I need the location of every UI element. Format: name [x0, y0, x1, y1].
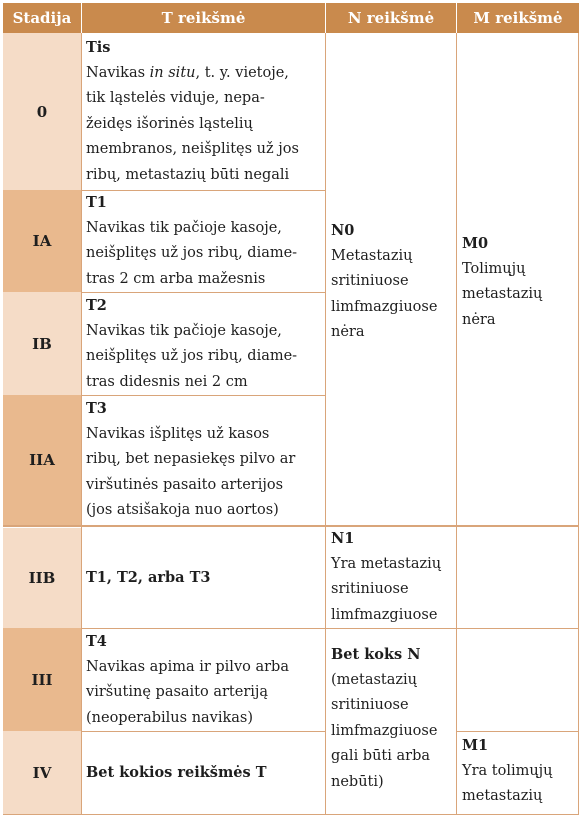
m-cell-m1 [462, 733, 576, 810]
n-code: N0 [331, 222, 355, 239]
divider [3, 525, 579, 527]
m-description-line: metastazių [462, 788, 543, 804]
t-description-line: (neoperabilus navikas) [86, 709, 254, 726]
divider [3, 814, 579, 815]
m-cell-m0 [462, 231, 576, 333]
divider [456, 33, 457, 815]
divider [81, 33, 82, 815]
t-description-line: neišplitęs už jos ribų, diame- [86, 348, 298, 364]
n-description-line: limfmazgiuose [331, 722, 438, 739]
divider [578, 33, 579, 815]
t-description-line: Navikas tik pačioje kasoje, [86, 322, 282, 339]
t-cell-any: Bet kokios reikšmės T [86, 764, 267, 782]
n-description-line: Yra metastazių [331, 555, 442, 572]
divider [456, 731, 579, 732]
t-code: T1 [86, 194, 107, 211]
t-code: T4 [86, 633, 107, 650]
t-description-line: Navikas apima ir pilvo arba [86, 658, 289, 675]
divider [325, 33, 326, 815]
t-code: Tis [86, 39, 111, 56]
t-code: T2 [86, 297, 107, 314]
stage-ia-label: IA [32, 232, 52, 250]
staging-table [3, 3, 579, 815]
m-code: M0 [462, 235, 489, 252]
m-code: M1 [462, 737, 489, 754]
stage-iv-label: IV [32, 764, 52, 782]
stage-iii-label: III [31, 670, 53, 689]
stage-0-label: 0 [36, 102, 48, 121]
n-cell-n1 [331, 526, 455, 628]
t-description-line: žeidęs išorinės ląstelių [86, 115, 253, 132]
t-cell-t3 [86, 396, 322, 524]
t-description-line: tras 2 cm arba mažesnis [86, 270, 266, 287]
stage-ib-label: IB [32, 334, 52, 353]
t-description-line: Navikas išplitęs už kasos [86, 425, 270, 442]
stage-iib-label: IIB [28, 569, 56, 587]
header-t-value: T reikšmė [82, 3, 325, 33]
t-description-line: tik ląstelės viduje, nepa- [86, 90, 265, 106]
t-description-line: viršutinę pasaito arteriją [86, 684, 269, 700]
n-description-line: sritiniuose [331, 581, 409, 597]
t-cell-t1 [86, 190, 322, 292]
t-description-line: (jos atsišakoja nuo aortos) [86, 502, 279, 518]
n-description-line: nėra [331, 324, 365, 340]
m-description-line: Tolimųjų [462, 260, 526, 277]
t-cell-t2 [86, 293, 322, 395]
n-description-line: gali būti arba [331, 748, 431, 764]
n-code: Bet koks N [331, 646, 421, 663]
t-code: T3 [86, 400, 107, 417]
n-description-line: nebūti) [331, 773, 384, 790]
header-m-value: M reikšmė [457, 3, 579, 33]
n-description-line: sritiniuose [331, 273, 409, 289]
n-description-line: Metastazių [331, 247, 413, 264]
t-description-line: Navikas tik pačioje kasoje, [86, 219, 282, 236]
header-stage: Stadija [3, 3, 81, 33]
n-cell-n0 [331, 218, 455, 346]
t-cell-t1-t2-t3: T1, T2, arba T3 [86, 569, 211, 587]
t-description-line: neišplitęs už jos ribų, diame- [86, 245, 298, 261]
header-n-value: N reikšmė [326, 3, 456, 33]
t-description-line: ribų, metastazių būti negali [86, 166, 290, 183]
t-description-line: Navikas in situ, t. y. vietoje, [86, 64, 289, 81]
n-description-line: (metastazių [331, 671, 417, 688]
t-cell-tis [86, 35, 322, 188]
m-description-line: nėra [462, 311, 496, 328]
t-description-line: viršutinės pasaito arterijos [86, 476, 284, 493]
n-code: N1 [331, 530, 355, 547]
n-description-line: limfmazgiuose [331, 298, 438, 315]
n-description-line: sritiniuose [331, 697, 409, 713]
n-cell-any [331, 642, 455, 795]
t-description-line: membranos, neišplitęs už jos [86, 141, 299, 157]
stage-iia-label: IIA [29, 451, 55, 469]
n-description-line: limfmazgiuose [331, 606, 438, 623]
t-description-line: tras didesnis nei 2 cm [86, 373, 248, 390]
m-description-line: metastazių [462, 286, 543, 302]
m-description-line: Yra tolimųjų [462, 762, 553, 779]
t-description-line: ribų, bet nepasiekęs pilvo ar [86, 451, 296, 467]
t-cell-t4 [86, 629, 322, 731]
